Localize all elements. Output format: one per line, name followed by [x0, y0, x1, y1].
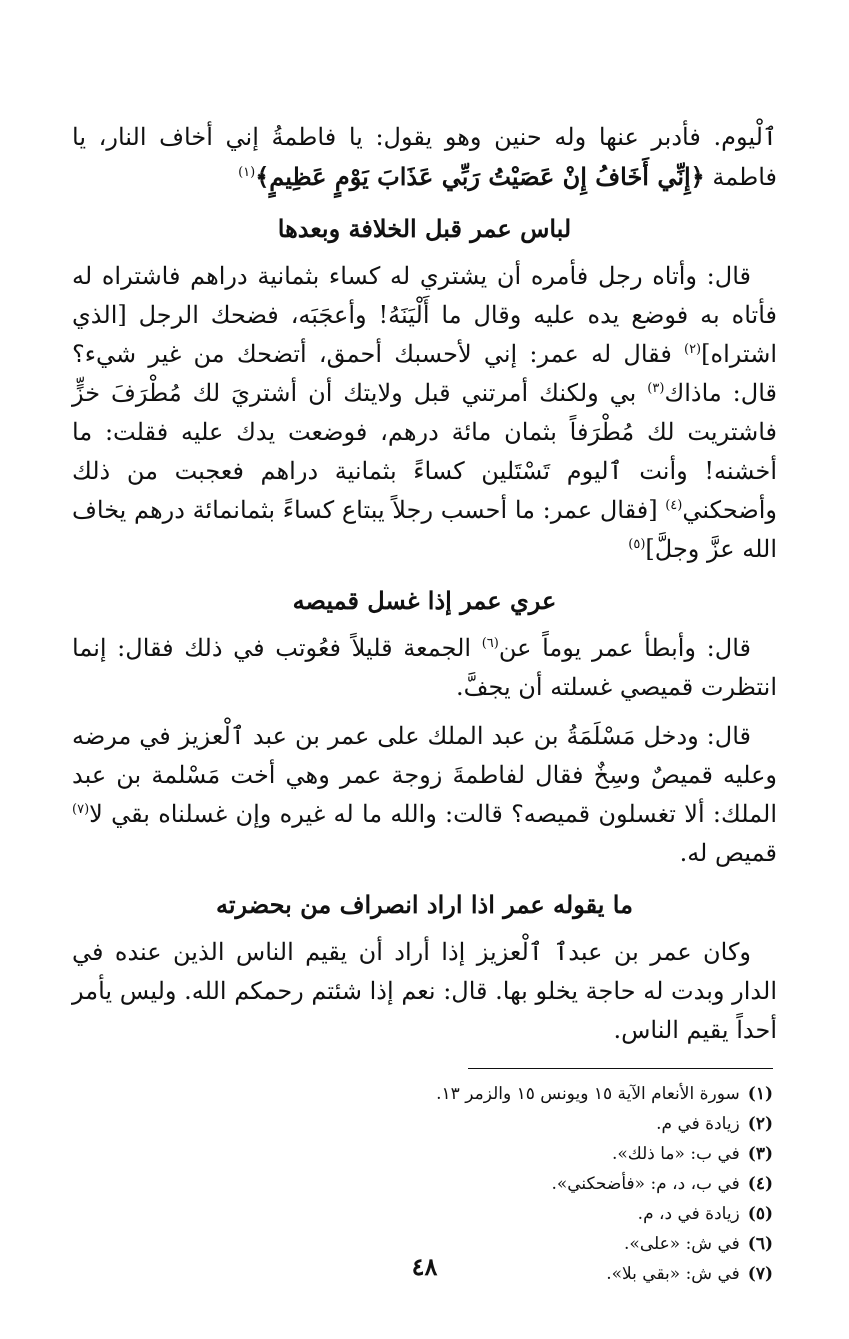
footnote-text: في ش: «بقي بلا».	[606, 1264, 740, 1284]
footnote-text: في ب، د، م: «فأضحكني».	[551, 1174, 740, 1194]
footnote-number: (٧)	[747, 1264, 773, 1284]
quran-verse: ﴿إِنِّي أَخَافُ إِنْ عَصَيْتُ رَبِّي عَذَابَ يَوْمٍ عَظِيمٍ﴾	[255, 162, 705, 191]
paragraph-3-part-1: قال: وأبطأ عمر يوماً عن	[498, 634, 751, 662]
footnote-ref-7[interactable]: (٧)	[72, 802, 90, 817]
paragraph-4-part-1: قال: ودخل مَسْلَمَةُ بن عبد الملك على عمر بن عبد ٱلْعزيز في مرضه وعليه قميصٌ وسِخٌ فقال لفاطمةَ زوجة عمر وهي أخت مَسْلمة بن عبد الملك: ألا تغسلون قميصه؟ قالت: والله ما له غيره وإن غسلناه بقي لا	[72, 722, 777, 828]
paragraph-2-part-4: [فقال عمر: ما أحسب رجلاً يبتاع كساءً بثمانمائة درهم يخاف الله عزَّ وجلَّ]	[72, 496, 777, 563]
footnote-ref-1[interactable]: (١)	[238, 165, 256, 180]
footnote-number: (٥)	[747, 1204, 773, 1224]
paragraph-1-text: ٱلْيوم. فأدبر عنها وله حنين وهو يقول: يا فاطمةُ إني أخاف النار، يا فاطمة	[72, 123, 777, 191]
paragraph-4-part-2: قميص له.	[679, 839, 777, 867]
page-number: ٤٨	[411, 1252, 438, 1281]
footnote-ref-2[interactable]: (٢)	[683, 342, 702, 357]
footnote-number: (٦)	[747, 1234, 773, 1254]
paragraph-2-part-3: بي ولكنك أمرتني قبل ولايتك أن أشتريَ لك مُطْرَفَ خزٍّ فاشتريت لك مُطْرَفاً بثمان مائة درهم، فوضعت يدك عليه فقلت: ما أخشنه! وأنت ٱليوم تَسْتَلين كساءً بثمانية دراهم فعجبت من ذلك وأضحكني	[72, 379, 777, 524]
footnote-text: زيادة في م.	[656, 1114, 740, 1134]
footnote-item	[72, 1109, 773, 1139]
section-heading-2: عري عمر إذا غسل قميصه	[292, 586, 557, 615]
paragraph-3	[72, 629, 777, 707]
footnote-item	[72, 1199, 773, 1229]
footnote-ref-3[interactable]: (٣)	[647, 381, 665, 396]
footnote-number: (٤)	[747, 1174, 773, 1194]
footnote-item	[72, 1139, 773, 1169]
footnote-divider	[468, 1068, 773, 1069]
paragraph-5: وكان عمر بن عبدٱ ٱلْعزيز إذا أراد أن يقيم الناس الذين عنده في الدار وبدت له حاجة يخلو بها. قال: نعم إذا شئتم رحمكم الله. وليس يأمر أحداً يقيم الناس.	[72, 938, 777, 1044]
footnote-ref-4[interactable]: (٤)	[665, 498, 683, 513]
footnote-number: (١)	[747, 1084, 773, 1104]
paragraph-2-part-2: فقال له عمر: إني لأحسبك أحمق، أتضحك من غير شيء؟ قال: ماذاك	[72, 340, 777, 407]
footnote-text: سورة الأنعام الآية ١٥ ويونس ١٥ والزمر ١٣.	[436, 1084, 740, 1104]
paragraph-2-part-1: قال: وأتاه رجل فأمره أن يشتري له كساء بثمانية دراهم فاشتراه له فأتاه به فوضع يده عليه وقال ما أَلْيَنَهُ! وأعجَبَه، فضحك الرجل [الذي اشتراه]	[72, 262, 777, 368]
section-heading-3: ما يقوله عمر اذا اراد انصراف من بحضرته	[216, 890, 633, 919]
footnote-number: (٣)	[747, 1144, 773, 1164]
footnote-item	[72, 1169, 773, 1199]
page-content	[72, 118, 777, 1289]
footnote-text: زيادة في د، م.	[637, 1204, 740, 1224]
footnote-text: في ش: «على».	[624, 1234, 740, 1254]
footnote-text: في ب: «ما ذلك».	[611, 1144, 740, 1164]
footnote-number: (٢)	[747, 1114, 773, 1134]
footnote-item	[72, 1079, 773, 1109]
paragraph-2	[72, 257, 777, 569]
footnote-ref-6[interactable]: (٦)	[481, 636, 499, 651]
paragraph-3-part-2: الجمعة قليلاً فعُوتب في ذلك فقال: إنما انتظرت قميصي غسلته أن يجفَّ.	[72, 634, 777, 701]
paragraph-1	[72, 118, 777, 197]
footnote-ref-5[interactable]: (٥)	[628, 537, 646, 552]
section-heading-1: لباس عمر قبل الخلافة وبعدها	[277, 214, 572, 243]
paragraph-4	[72, 717, 777, 873]
